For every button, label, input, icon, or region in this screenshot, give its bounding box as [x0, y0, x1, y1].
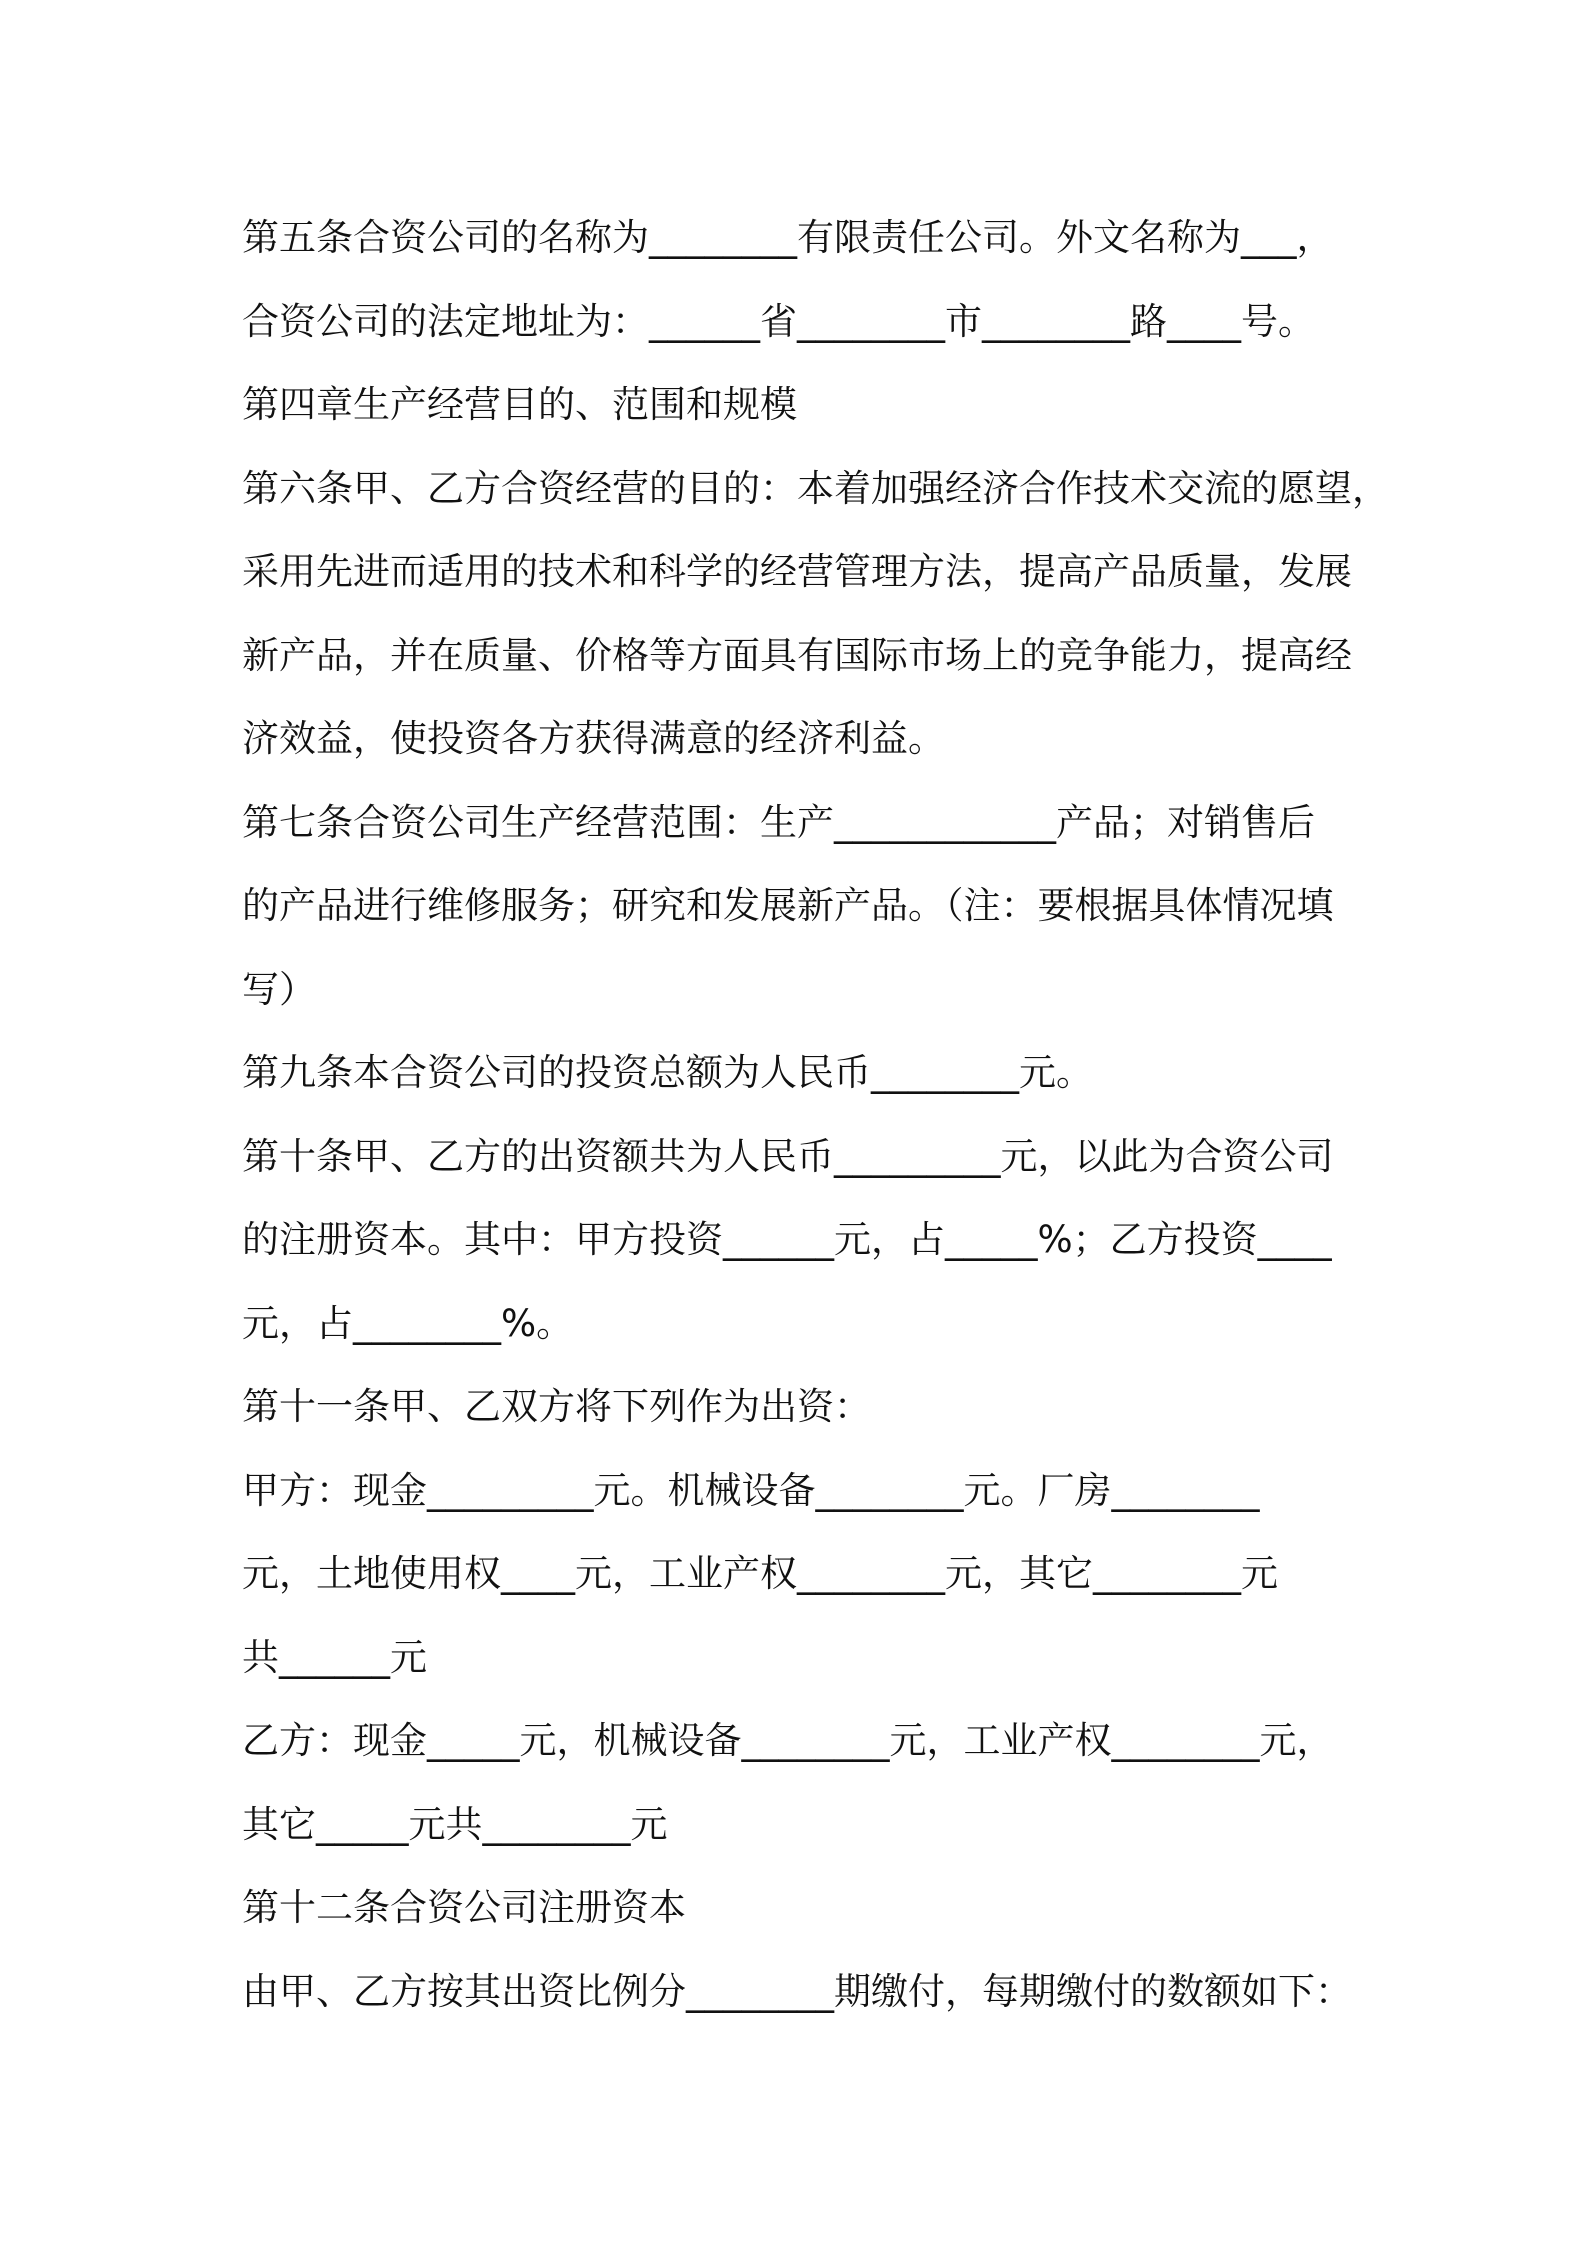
article-6-line-4: 济效益，使投资各方获得满意的经济利益。: [242, 717, 945, 760]
article-6-line-2: 采用先进而适用的技术和科学的经营管理方法，提高产品质量，发展: [242, 550, 1352, 593]
article-12-heading: 第十二条合资公司注册资本: [242, 1886, 686, 1929]
party-b-contribution-line-1: 乙方：现金_____元，机械设备________元，工业产权________元，: [242, 1719, 1334, 1762]
article-7-line-2: 的产品进行维修服务；研究和发展新产品。（注：要根据具体情况填: [242, 884, 1334, 927]
article-11-heading: 第十一条甲、乙双方将下列作为出资：: [242, 1385, 871, 1428]
article-12-line-1: 由甲、乙方按其出资比例分________期缴付，每期缴付的数额如下：: [242, 1969, 1352, 2013]
article-10-line-2: 的注册资本。其中：甲方投资______元，占_____%；乙方投资____: [242, 1218, 1332, 1261]
article-10-line-3: 元，占________%。: [242, 1301, 574, 1345]
contract-text: [242, 196, 1389, 2033]
article-6-line-1: 第六条甲、乙方合资经营的目的：本着加强经济合作技术交流的愿望，: [242, 466, 1389, 510]
article-9-line: 第九条本合资公司的投资总额为人民币________元。: [242, 1051, 1093, 1094]
party-a-contribution-line-3: 共______元: [242, 1635, 427, 1679]
party-a-contribution-line-1: 甲方：现金_________元。机械设备________元。厂房________: [242, 1468, 1260, 1512]
article-6-line-3: 新产品，并在质量、价格等方面具有国际市场上的竞争能力，提高经: [242, 633, 1352, 677]
party-a-contribution-line-2: 元，土地使用权____元，工业产权________元，其它________元: [242, 1552, 1278, 1595]
article-5-name-line: 第五条合资公司的名称为________有限责任公司。外文名称为___，: [242, 216, 1334, 259]
article-7-line-1: 第七条合资公司生产经营范围：生产____________产品；对销售后: [242, 800, 1315, 844]
chapter-4-heading: 第四章生产经营目的、范围和规模: [242, 383, 797, 426]
article-7-line-3: 写）: [242, 967, 316, 1011]
party-b-contribution-line-2: 其它_____元共________元: [242, 1802, 668, 1846]
article-5-address-line: 合资公司的法定地址为：______省________市________路____号。: [242, 299, 1315, 343]
article-10-line-1: 第十条甲、乙方的出资额共为人民币_________元，以此为合资公司: [242, 1134, 1334, 1178]
